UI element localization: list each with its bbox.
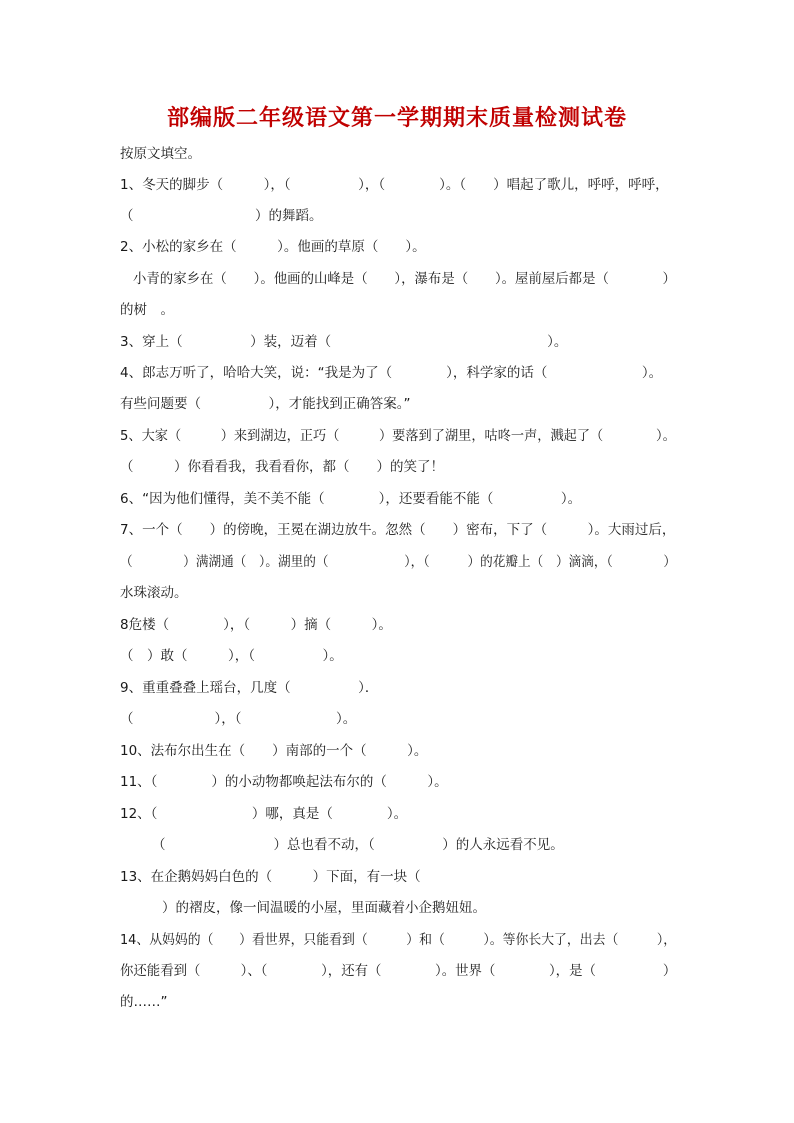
question-4-line-1: 4、郎志万听了，哈哈大笑，说：“我是为了（ ），科学家的话（ ）。 <box>120 365 663 381</box>
question-12-line-2: （ ）总也看不动，（ ）的人永远看不见。 <box>152 837 564 853</box>
question-2-line-2: 小青的家乡在（ ）。他画的山峰是（ ），瀑布是（ ）。屋前屋后都是（ ） <box>133 271 676 287</box>
question-12-line-1: 12、（ ）哪，真是（ ）。 <box>120 806 408 822</box>
question-7-line-1: 7、一个（ ）的傍晚，王冕在湖边放牛。忽然（ ）密布，下了（ ）。大雨过后， <box>120 522 676 538</box>
question-9-line-1: 9、重重叠叠上瑶台，几度（ ）． <box>120 680 379 696</box>
question-10-line-1: 10、法布尔出生在（ ）南部的一个（ ）。 <box>120 743 428 759</box>
question-2-line-3: 的树 。 <box>120 302 174 318</box>
question-2-line-1: 2、小松的家乡在（ ）。他画的草原（ ）。 <box>120 239 426 255</box>
question-1-line-1: 1、冬天的脚步（ ），（ ），（ ）。（ ）唱起了歌儿，呼呼，呼呼， <box>120 177 669 193</box>
page-title: 部编版二年级语文第一学期期末质量检测试卷 <box>166 105 627 131</box>
question-11-line-1: 11、（ ）的小动物都唤起法布尔的（ ）。 <box>120 774 448 790</box>
question-8-line-2: （ ）敢（ ），（ ）。 <box>120 648 343 664</box>
question-13-line-2: ）的褶皮，像一间温暖的小屋，里面藏着小企鹅妞妞。 <box>162 900 486 916</box>
question-5-line-1: 5、大家（ ）来到湖边，正巧（ ）要落到了湖里，咕咚一声，溅起了（ ）。 <box>120 428 676 444</box>
question-13-line-1: 13、在企鹅妈妈白色的（ ）下面，有一块（ <box>120 869 421 885</box>
question-3-line-1: 3、穿上（ ）装，迈着（ ）。 <box>120 334 568 350</box>
question-7-line-2: （ ）满湖通（ ）。湖里的（ ），（ ）的花瓣上（ ）滴滴，（ ） <box>120 554 676 570</box>
instruction: 按原文填空。 <box>120 146 201 162</box>
question-7-line-3: 水珠滚动。 <box>120 585 188 601</box>
question-14-line-3: 的……” <box>120 994 168 1010</box>
question-6-line-1: 6、“因为他们懂得，美不美不能（ ），还要看能不能（ ）。 <box>120 491 582 507</box>
question-4-line-2: 有些问题要（ ），才能找到正确答案。” <box>120 396 411 412</box>
question-14-line-2: 你还能看到（ ）、（ ），还有（ ）。世界（ ），是（ ） <box>120 963 677 979</box>
question-5-line-2: （ ）你看看我，我看看你，都（ ）的笑了！ <box>120 459 444 475</box>
question-1-line-2: （ ）的舞蹈。 <box>120 208 323 224</box>
question-14-line-1: 14、从妈妈的（ ）看世界，只能看到（ ）和（ ）。等你长大了，出去（ ）， <box>120 932 677 948</box>
question-9-line-2: （ ），（ ）。 <box>120 711 357 727</box>
question-8-line-1: 8危楼（ ），（ ）摘（ ）。 <box>120 617 392 633</box>
